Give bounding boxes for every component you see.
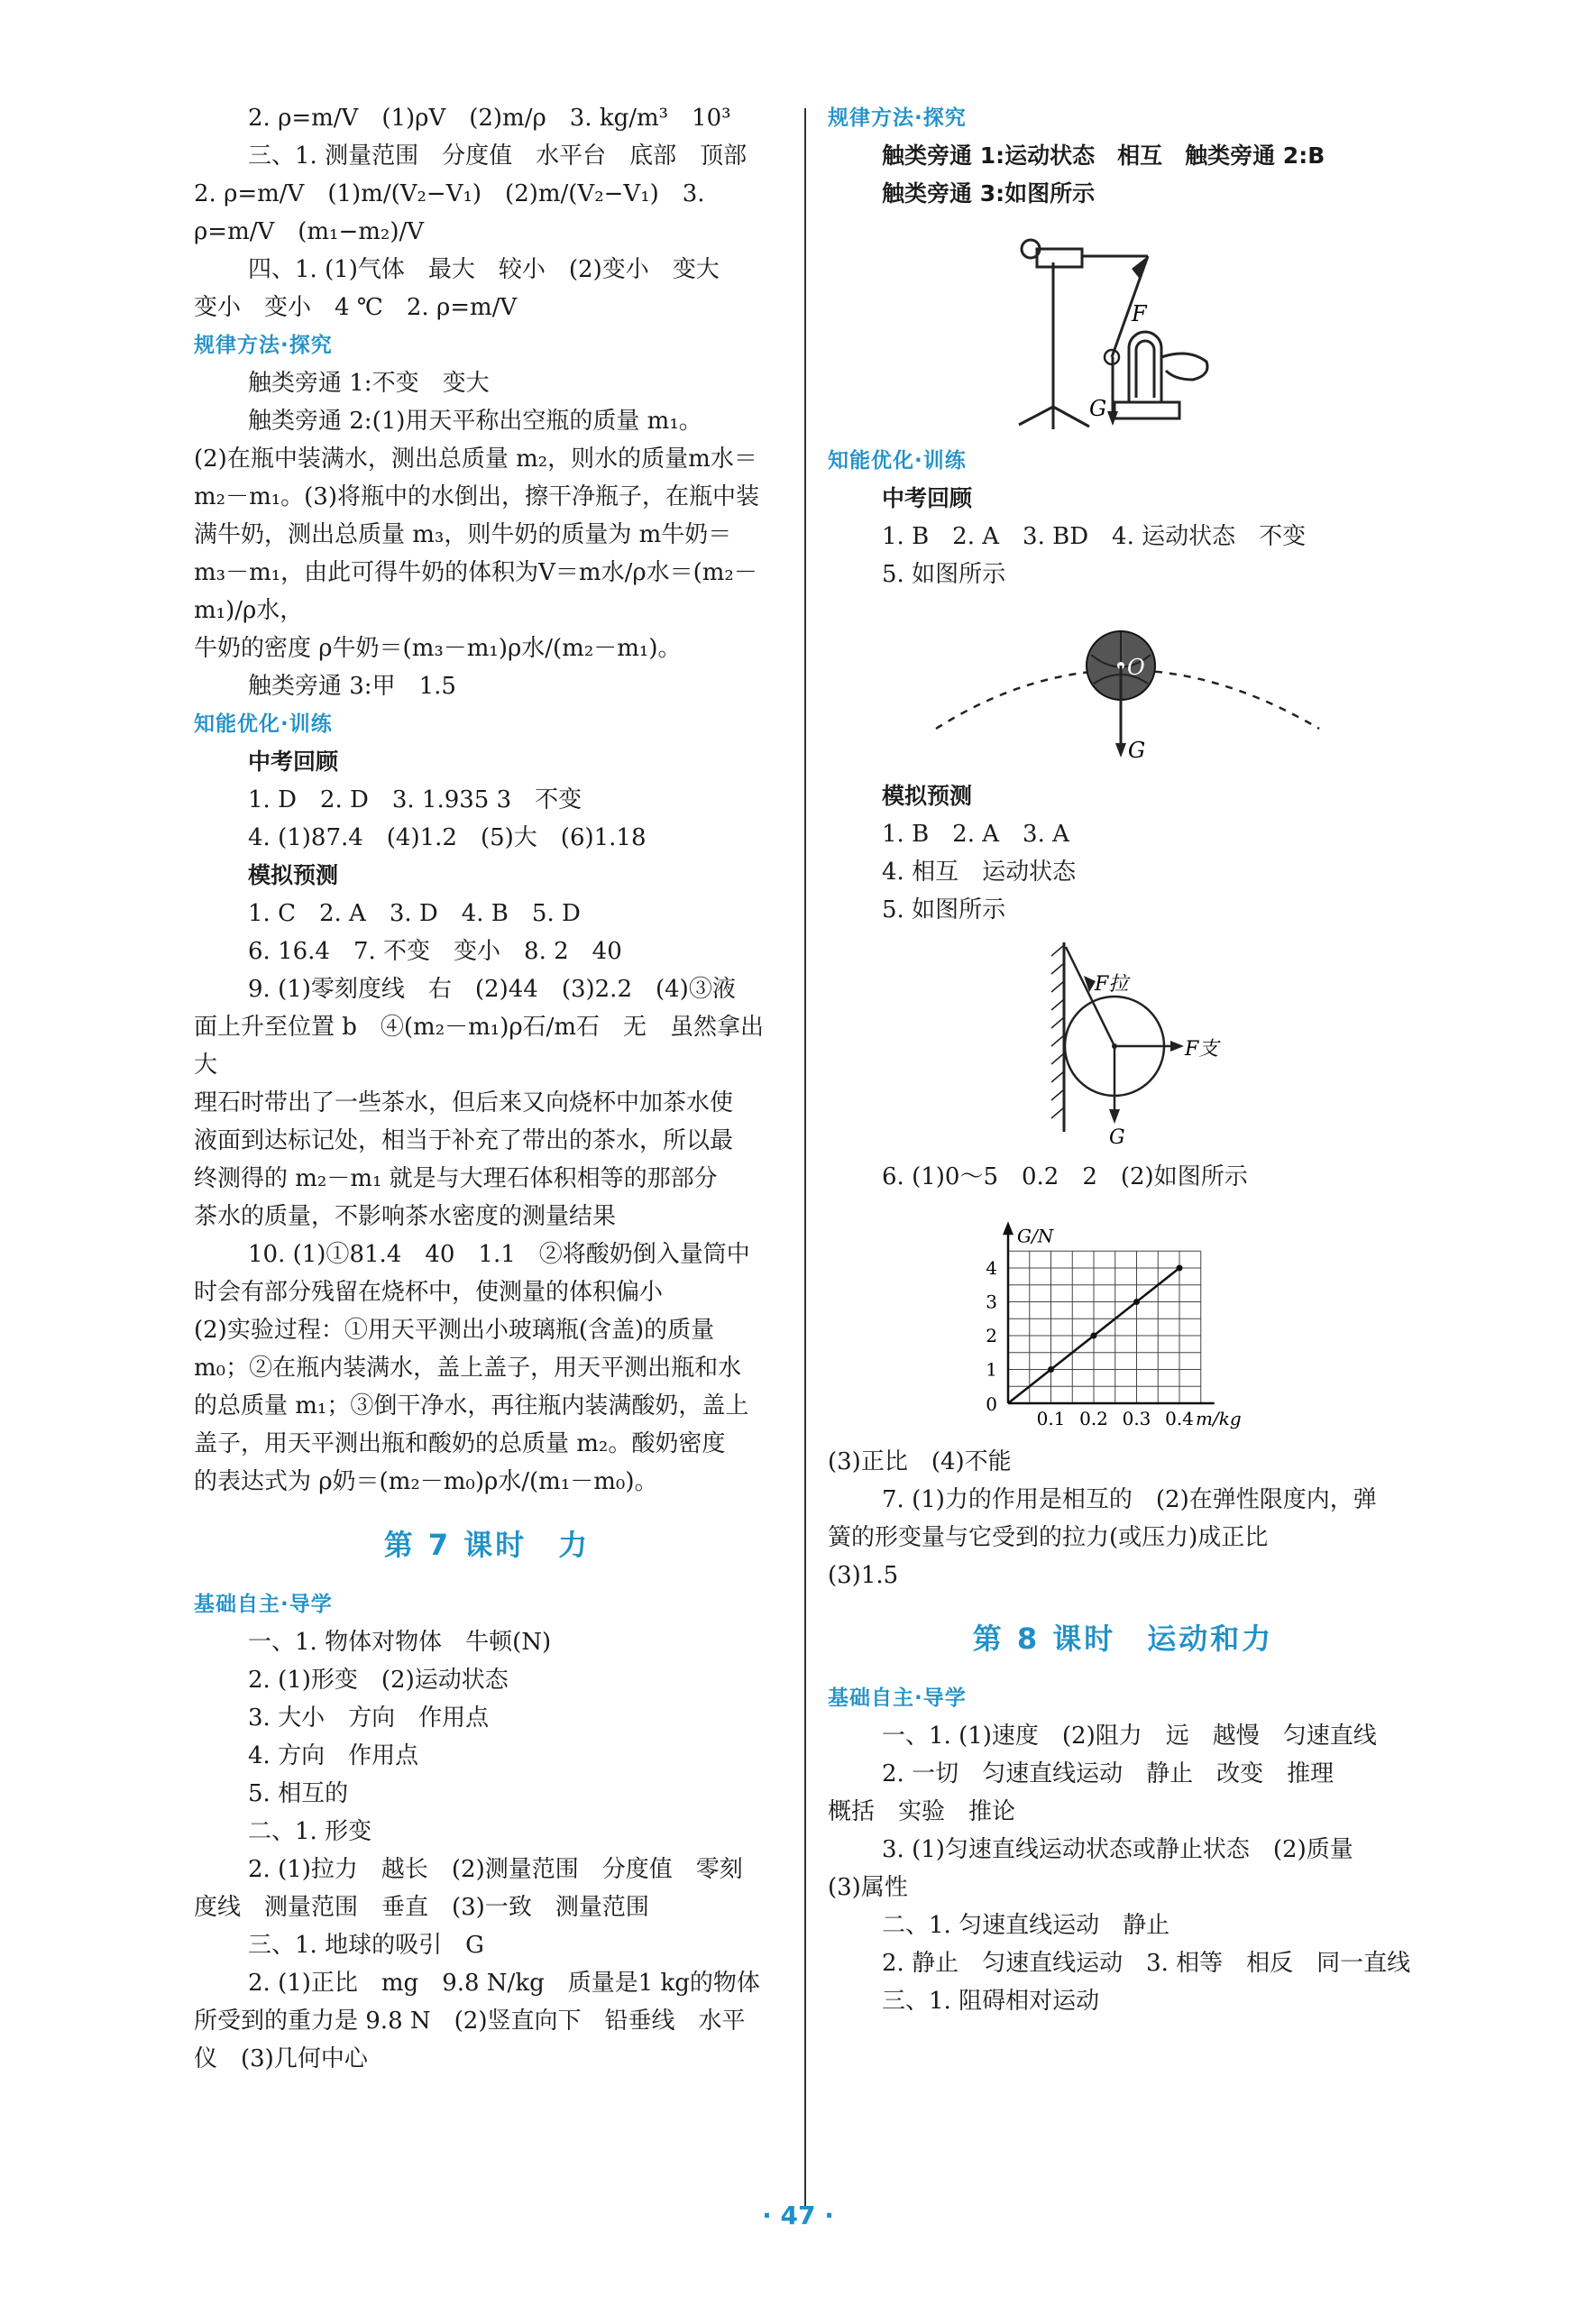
x-tick-label: 0.3 [1122,1408,1151,1429]
column-divider [804,108,806,2210]
right-column [828,99,1418,2020]
label-f-support: F支 [1185,1038,1219,1061]
text-line: 2. (1)形变 (2)运动状态 [248,1667,509,1694]
text-line: 4. 方向 作用点 [248,1742,419,1769]
text-line: 三、1. 地球的吸引 G [248,1932,484,1959]
text-line: 2. (1)正比 mg 9.8 N/kg 质量是1 kg的物体 [248,1970,760,1997]
chapter-title: 第 8 课时 运动和力 [972,1622,1274,1656]
section-heading: 规律方法·探究 [194,334,333,357]
y-tick-label: 2 [986,1325,997,1346]
text-line: (2)在瓶中装满水，测出总质量 m₂，则水的质量m水＝ [194,446,757,473]
text-line: 5. 相互的 [248,1780,349,1807]
g-m-chart [828,1196,1418,1439]
text-line: 液面到达标记处，相当于补充了带出的茶水，所以最 [194,1127,734,1154]
text-line: 7. (1)力的作用是相互的 (2)在弹性限度内，弹 [882,1486,1377,1513]
text-line: 牛奶的密度 ρ牛奶＝(m₃－m₁)ρ水/(m₂－m₁)。 [194,635,682,662]
data-point [1177,1265,1183,1272]
text-line: 理石时带出了一些茶水，但后来又向烧杯中加茶水使 [194,1089,734,1116]
y-tick-label: 3 [986,1291,997,1313]
text-line: (3)正比 (4)不能 [828,1448,1012,1475]
chapter-title: 第 7 课时 力 [383,1528,591,1562]
label-g: G [1089,396,1107,421]
figure-basketball [828,593,1418,777]
text-line: 的表达式为 ρ奶＝(m₂－m₀)ρ水/(m₁－m₀)。 [194,1468,658,1495]
section-heading: 知能优化·训练 [828,449,967,473]
sub-heading: 中考回顾 [248,749,339,775]
text-line: 4. (1)87.4 (4)1.2 (5)大 (6)1.18 [248,824,647,851]
label-f-pull: F拉 [1095,973,1129,996]
text-line: 1. B 2. A 3. A [882,821,1069,848]
data-point [1091,1333,1097,1339]
text-line: (2)实验过程：①用天平测出小玻璃瓶(含盖)的质量 [194,1317,715,1344]
text-line: m₀；②在瓶内装满水，盖上盖子，用天平测出瓶和水 [194,1355,742,1382]
text-line: (3)1.5 [828,1562,899,1589]
text-line: 概括 实验 推论 [828,1798,1016,1825]
text-line: (3)属性 [828,1874,908,1901]
label-o: O [1127,655,1145,680]
text-line: 度线 测量范围 垂直 (3)一致 测量范围 [194,1894,649,1921]
y-tick-label: 1 [986,1358,997,1381]
sub-heading: 模拟预测 [248,862,339,888]
text-line: 仪 (3)几何中心 [194,2045,368,2072]
stand-foot [1053,407,1089,427]
text-line: m₂－m₁。(3)将瓶中的水倒出，擦干净瓶子，在瓶中装 [194,483,759,510]
text-line: 3. (1)匀速直线运动状态或静止状态 (2)质量 [882,1836,1353,1863]
text-line: 满牛奶，测出总质量 m₃，则牛奶的质量为 m牛奶＝ [194,521,732,548]
figure-ball-on-wall [828,929,1418,1158]
text-line: 触类旁通 3:如图所示 [882,180,1096,207]
text-line: 一、1. 物体对物体 牛顿(N) [248,1629,552,1656]
text-line: 1. B 2. A 3. BD 4. 运动状态 不变 [882,523,1307,550]
data-point [1048,1366,1054,1373]
sub-heading: 模拟预测 [882,783,973,809]
text-line: 的总质量 m₁；③倒干净水，再往瓶内装满酸奶，盖上 [194,1392,749,1420]
text-line: 触类旁通 1:运动状态 相互 触类旁通 2:B [882,142,1325,169]
text-line: 5. 如图所示 [882,561,1006,588]
label-f: F [1132,301,1147,326]
u-magnet [1129,332,1161,402]
text-line: 5. 如图所示 [882,896,1006,923]
text-line: 一、1. (1)速度 (2)阻力 远 越慢 匀速直线 [882,1723,1377,1750]
x-tick-label: 0.4 [1165,1408,1194,1429]
text-line: 时会有部分残留在烧杯中，使测量的体积偏小 [194,1279,664,1306]
wall-hatch [1051,945,1064,1118]
x-tick-label: 0.2 [1079,1408,1108,1429]
data-point [1133,1299,1140,1305]
figure-g-m-chart [828,1196,1418,1443]
label-g: G [1109,1126,1125,1149]
y-axis-label: G/N [1017,1225,1054,1247]
text-line: 面上升至位置 b ④(m₂－m₁)ρ石/m石 无 虽然拿出大 [194,1014,765,1079]
clamp-block [1037,249,1082,267]
magnet-base [1114,402,1179,418]
text-line: 二、1. 形变 [248,1818,372,1845]
label-g: G [1128,738,1146,763]
text-line: 1. D 2. D 3. 1.935 3 不变 [248,786,582,813]
text-line: 6. (1)0～5 0.2 2 (2)如图所示 [882,1163,1248,1190]
y-axis-arrowhead [1003,1221,1014,1235]
stand-foot [1019,407,1053,425]
text-line: 触类旁通 1:不变 变大 [248,370,490,397]
figure-magnet-stand [828,213,1418,442]
x-tick-label: 0.1 [1036,1408,1066,1429]
x-axis-label: m/kg [1196,1408,1242,1429]
text-line: 二、1. 匀速直线运动 静止 [882,1912,1170,1939]
text-line: 2. (1)拉力 越长 (2)测量范围 分度值 零刻 [248,1856,743,1883]
text-line: 2. ρ=m/V (1)m/(V₂−V₁) (2)m/(V₂−V₁) 3. ρ=m/V (m₁−m₂)/V [194,180,712,245]
text-line: 4. 相互 运动状态 [882,859,1077,886]
text-line: 触类旁通 2:(1)用天平称出空瓶的质量 m₁。 [248,408,702,435]
page-number: · 47 · [762,2201,834,2230]
origin-label: 0 [986,1393,997,1415]
text-line: 变小 变小 4 ℃ 2. ρ=m/V [194,294,518,321]
hand [1161,354,1207,380]
text-line: 9. (1)零刻度线 右 (2)44 (3)2.2 (4)③液 [248,976,736,1003]
sub-heading: 中考回顾 [882,485,973,511]
left-column [194,99,780,2078]
text-line: 茶水的质量，不影响茶水密度的测量结果 [194,1203,617,1230]
text-line: 终测得的 m₂－m₁ 就是与大理石体积相等的那部分 [194,1165,718,1192]
text-line: 6. 16.4 7. 不变 变小 8. 2 40 [248,938,622,965]
text-line: m₃－m₁，由此可得牛奶的体积为V＝m水/ρ水＝(m₂－m₁)/ρ水， [194,559,757,624]
section-heading: 知能优化·训练 [194,712,333,736]
text-line: 2. 一切 匀速直线运动 静止 改变 推理 [882,1760,1335,1787]
text-line: 三、1. 测量范围 分度值 水平台 底部 顶部 [248,142,748,170]
text-line: 簧的形变量与它受到的拉力(或压力)成正比 [828,1524,1269,1551]
text-line: 2. ρ=m/V (1)ρV (2)m/ρ 3. kg/m³ 10³ [248,105,731,132]
text-line: 2. 静止 匀速直线运动 3. 相等 相反 同一直线 [882,1950,1411,1977]
text-line: 10. (1)①81.4 40 1.1 ②将酸奶倒入量筒中 [248,1241,750,1268]
section-heading: 基础自主·导学 [828,1686,967,1710]
text-line: 1. C 2. A 3. D 4. B 5. D [248,900,581,927]
text-line: 盖子，用天平测出瓶和酸奶的总质量 m₂。酸奶密度 [194,1430,726,1457]
text-line: 四、1. (1)气体 最大 较小 (2)变小 变大 [248,256,720,283]
text-line: 触类旁通 3:甲 1.5 [248,673,456,700]
text-line: 3. 大小 方向 作用点 [248,1704,490,1732]
text-line: 所受到的重力是 9.8 N (2)竖直向下 铅垂线 水平 [194,2008,746,2035]
section-heading: 基础自主·导学 [194,1593,333,1616]
text-line: 三、1. 阻碍相对运动 [882,1988,1100,2015]
y-tick-label: 4 [986,1257,997,1279]
section-heading: 规律方法·探究 [828,106,967,130]
